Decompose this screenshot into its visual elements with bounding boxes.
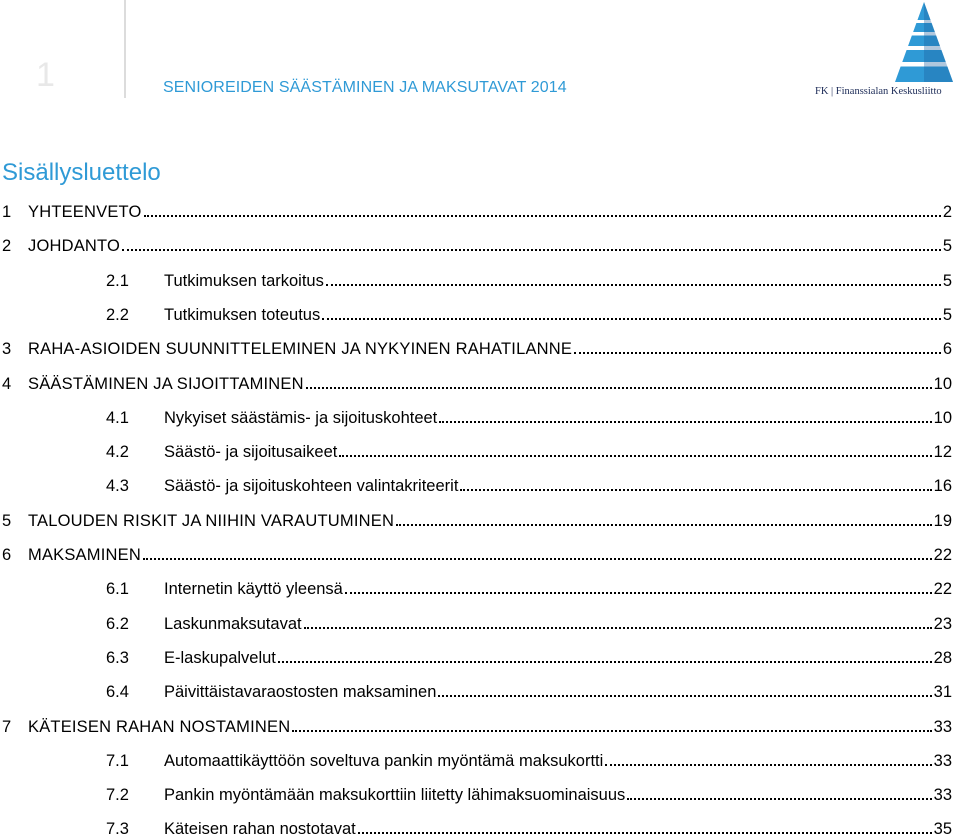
toc-entry[interactable] [106, 265, 952, 291]
toc-dot-leader [439, 421, 931, 423]
toc-entry-page: 23 [933, 614, 952, 633]
toc-entry-number: 6.2 [106, 614, 129, 633]
toc-entry-number: 4.1 [106, 408, 129, 427]
toc-entry[interactable] [106, 642, 952, 668]
toc-dot-leader [122, 249, 941, 251]
toc-entry-number: 4.3 [106, 477, 129, 496]
header-divider [124, 0, 126, 98]
logo [815, 2, 953, 98]
toc-entry-number: 5 [2, 511, 12, 530]
toc-entry[interactable] [106, 745, 952, 771]
toc-entry-title: Tutkimuksen toteutus [164, 305, 321, 324]
toc-entry-title: SÄÄSTÄMINEN JA SIJOITTAMINEN [28, 374, 304, 393]
toc-entry-number: 4.2 [106, 443, 129, 462]
header-title: SENIOREIDEN SÄÄSTÄMINEN JA MAKSUTAVAT 2014 [163, 79, 567, 96]
toc-dot-leader [460, 489, 931, 491]
logo-triangle-icon [895, 2, 953, 82]
toc-dot-leader [627, 798, 931, 800]
toc-entry-title: Säästö- ja sijoituskohteen valintakriteerit [164, 477, 459, 496]
toc-entry-page: 33 [933, 717, 952, 736]
toc-entry-page: 22 [933, 546, 952, 564]
toc-dot-leader [326, 284, 941, 286]
toc-entry-page: 12 [933, 443, 952, 462]
toc-entry-page: 5 [942, 271, 952, 290]
toc-entry-page: 5 [942, 237, 952, 256]
toc-entry[interactable] [106, 676, 952, 702]
toc-entry[interactable] [2, 368, 952, 394]
toc-entry-title: Säästö- ja sijoitusaikeet [164, 443, 338, 462]
toc-entry-title: YHTEENVETO [28, 203, 142, 221]
toc-entry-number: 4 [2, 374, 12, 393]
toc-dot-leader [278, 661, 932, 663]
toc-entry[interactable] [2, 230, 952, 256]
toc-entry[interactable] [106, 813, 952, 839]
toc-entry-number: 2.2 [106, 305, 129, 324]
toc-dot-leader [143, 558, 932, 560]
toc-dot-leader [322, 318, 941, 320]
toc-dot-leader [605, 764, 931, 766]
toc-entry-page: 31 [933, 683, 952, 702]
toc-entry-title: Päivittäistavaraostosten maksaminen [164, 683, 437, 702]
page-number: 1 [36, 56, 55, 94]
toc-dot-leader [358, 832, 932, 834]
toc-dot-leader [144, 215, 941, 217]
toc-entry-number: 3 [2, 340, 12, 359]
toc-entry-page: 6 [942, 340, 952, 359]
toc-entry-title: Automaattikäyttöön soveltuva pankin myöntämä maksukortti [164, 751, 604, 770]
toc-entry[interactable] [106, 608, 952, 634]
toc-entry-page: 19 [933, 511, 952, 530]
toc-entry-title: Laskunmaksutavat [164, 614, 302, 633]
toc-entry-number: 7.1 [106, 751, 129, 770]
toc-entry-number: 6.3 [106, 648, 129, 667]
toc-entry-number: 7.3 [106, 820, 129, 839]
toc-entry-number: 7.2 [106, 786, 129, 805]
toc-entry-number: 7 [2, 717, 12, 736]
toc-entry[interactable] [2, 505, 952, 531]
toc-entry-title: KÄTEISEN RAHAN NOSTAMINEN [28, 717, 291, 736]
toc-entry-title: Tutkimuksen tarkoitus [164, 271, 324, 290]
toc-entry-number: 6 [2, 546, 12, 564]
toc-heading: Sisällysluettelo [2, 159, 161, 186]
toc-dot-leader [292, 730, 931, 732]
toc-dot-leader [438, 695, 931, 697]
toc-entry[interactable] [2, 539, 952, 565]
toc-entry-title: MAKSAMINEN [28, 546, 141, 564]
toc-entry-page: 2 [942, 203, 952, 221]
toc-entry-number: 1 [2, 203, 12, 221]
logo-text: FK | Finanssialan Keskusliitto [815, 86, 942, 97]
toc-entry-title: Nykyiset säästämis- ja sijoituskohteet [164, 408, 438, 427]
toc-entry-page: 33 [933, 786, 952, 805]
toc-dot-leader [345, 592, 932, 594]
toc-entry-title: TALOUDEN RISKIT JA NIIHIN VARAUTUMINEN [28, 511, 395, 530]
toc-dot-leader [339, 455, 931, 457]
toc-entry-title: RAHA-ASIOIDEN SUUNNITTELEMINEN JA NYKYINEN RAHATILANNE [28, 340, 573, 359]
toc-dot-leader [574, 352, 941, 354]
toc-entry-title: Käteisen rahan nostotavat [164, 820, 356, 839]
toc-entry[interactable] [106, 573, 952, 599]
toc-entry-page: 33 [933, 751, 952, 770]
toc-entry-title: Pankin myöntämään maksukorttiin liitetty lähimaksuominaisuus [164, 786, 626, 805]
toc-entry-page: 35 [933, 820, 952, 839]
toc-entry-number: 6.4 [106, 683, 129, 702]
toc-entry-number: 2 [2, 237, 12, 256]
toc-entry[interactable] [106, 779, 952, 805]
toc-entry-page: 16 [933, 477, 952, 496]
toc-entry[interactable] [2, 333, 952, 359]
toc-entry-page: 28 [933, 648, 952, 667]
toc-entry[interactable] [2, 711, 952, 737]
toc-entry-title: E-laskupalvelut [164, 648, 276, 667]
toc-dot-leader [396, 524, 932, 526]
toc-entry[interactable] [106, 402, 952, 428]
toc-entry-page: 22 [933, 580, 952, 599]
toc-entry-number: 6.1 [106, 580, 129, 599]
toc-entry-page: 10 [933, 408, 952, 427]
toc-entry[interactable] [106, 299, 952, 325]
toc-entry-page: 5 [942, 305, 952, 324]
toc-entry[interactable] [106, 470, 952, 496]
toc-entry-number: 2.1 [106, 271, 129, 290]
toc-dot-leader [304, 627, 932, 629]
toc-entry-page: 10 [933, 374, 952, 393]
toc-dot-leader [306, 387, 932, 389]
toc-entry-title: JOHDANTO [28, 237, 121, 256]
toc-entry-title: Internetin käyttö yleensä [164, 580, 343, 599]
toc-entry[interactable] [2, 196, 952, 222]
toc-entry[interactable] [106, 436, 952, 462]
